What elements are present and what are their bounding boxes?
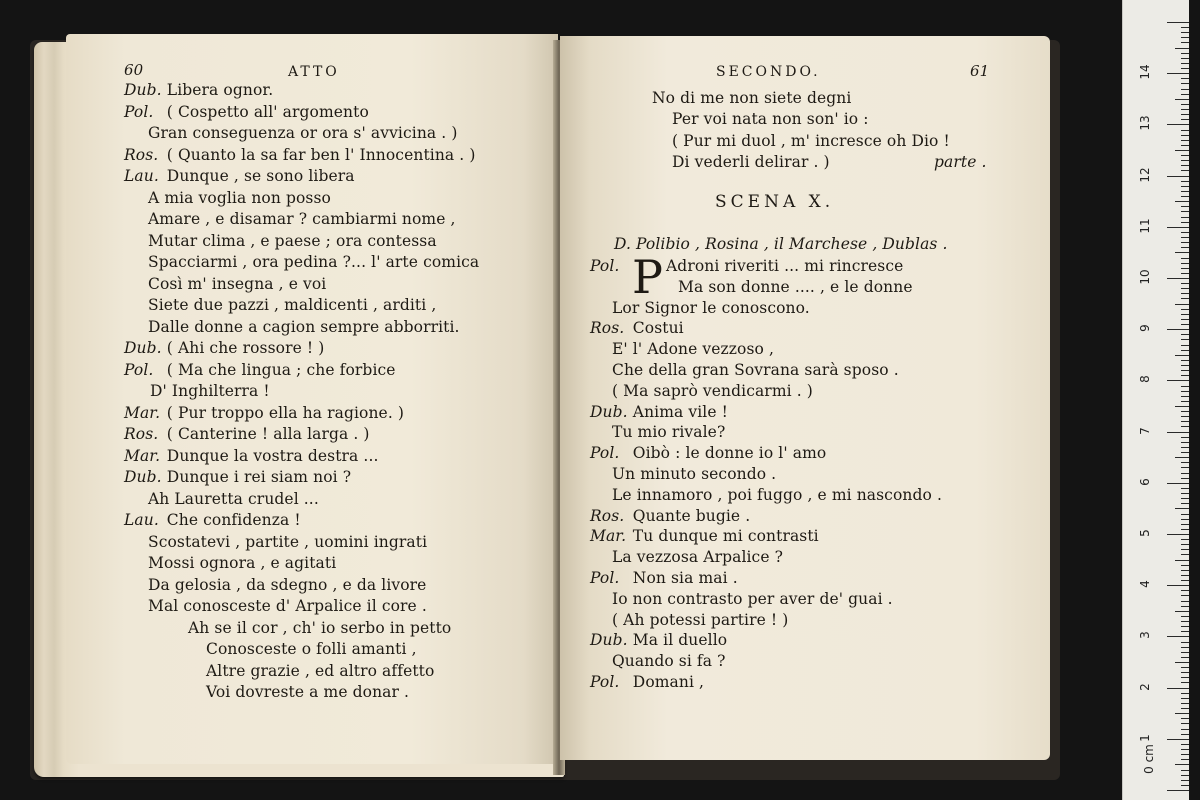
ruler-number: 11 xyxy=(1138,218,1152,234)
ruler-tick xyxy=(1181,345,1189,346)
ruler-tick xyxy=(1167,636,1189,637)
ruler-number: 12 xyxy=(1138,166,1152,183)
ruler-tick xyxy=(1181,437,1189,438)
ruler-tick xyxy=(1181,570,1189,571)
page-number-left: 60 xyxy=(124,61,144,79)
ruler-number: 2 xyxy=(1138,682,1152,691)
ruler-tick xyxy=(1181,524,1189,525)
dialogue-line: E' l' Adone vezzoso , xyxy=(612,340,775,359)
dialogue-line: Io non contrasto per aver de' guai . xyxy=(612,589,893,608)
ruler-tick xyxy=(1175,611,1189,612)
ruler-tick xyxy=(1167,739,1189,740)
ruler-tick xyxy=(1181,104,1189,105)
ruler-tick xyxy=(1181,729,1189,730)
speaker-label: Lau. xyxy=(124,167,159,185)
dialogue-line: Ah se il cor , ch' io serbo in petto xyxy=(188,618,452,637)
speaker-label: Pol. xyxy=(590,673,620,691)
ruler-tick xyxy=(1181,744,1189,745)
ruler-tick xyxy=(1181,263,1189,264)
ruler-tick xyxy=(1181,237,1189,238)
ruler-tick xyxy=(1181,416,1189,417)
ruler-tick xyxy=(1181,32,1189,33)
dialogue-line: Spacciarmi , ora pedina ?... l' arte comica xyxy=(148,253,480,271)
ruler-tick xyxy=(1181,130,1189,131)
ruler-tick xyxy=(1181,667,1189,668)
ruler-tick xyxy=(1181,780,1189,781)
ruler-tick xyxy=(1181,181,1189,182)
ruler-tick xyxy=(1175,713,1189,714)
ruler-tick xyxy=(1181,580,1189,581)
ruler-tick xyxy=(1181,575,1189,576)
ruler-tick xyxy=(1181,759,1189,760)
dialogue-line: Lor Signor le conoscono. xyxy=(612,298,810,317)
verse-line: Per voi nata non son' io : xyxy=(672,110,869,128)
verse-line: No di me non siete degni xyxy=(652,89,852,107)
ruler-number: 13 xyxy=(1138,115,1152,132)
ruler-tick xyxy=(1181,703,1189,704)
ruler-tick xyxy=(1181,206,1189,207)
ruler-number: 6 xyxy=(1138,477,1152,486)
ruler-tick xyxy=(1181,242,1189,243)
dialogue-line: Mutar clima , e paese ; ora contessa xyxy=(148,231,437,250)
ruler-tick xyxy=(1181,488,1189,489)
scene-title: SCENA X. xyxy=(715,192,835,212)
ruler-tick xyxy=(1167,329,1189,330)
ruler-tick xyxy=(1181,42,1189,43)
ruler-tick xyxy=(1181,601,1189,602)
ruler-tick xyxy=(1175,406,1189,407)
ruler-tick xyxy=(1181,682,1189,683)
ruler-tick xyxy=(1181,114,1189,115)
ruler-tick xyxy=(1181,462,1189,463)
speaker-label: Mar. xyxy=(124,446,161,465)
dialogue-line: Amare , e disamar ? cambiarmi nome , xyxy=(148,210,456,228)
ruler-tick xyxy=(1181,554,1189,555)
dialogue-line: Dunque la vostra destra ... xyxy=(166,446,379,465)
dialogue-line: ( Ah potessi partire ! ) xyxy=(612,610,789,629)
ruler-tick xyxy=(1167,790,1189,791)
ruler-number: 10 xyxy=(1138,269,1152,285)
ruler-tick xyxy=(1181,411,1189,412)
ruler-tick xyxy=(1181,314,1189,315)
dialogue-line: Mal conosceste d' Arpalice il core . xyxy=(148,597,427,615)
ruler-tick xyxy=(1181,365,1189,366)
ruler-tick xyxy=(1175,662,1189,663)
dialogue-line: Anima vile ! xyxy=(632,402,728,421)
ruler-tick xyxy=(1181,544,1189,545)
ruler-tick xyxy=(1181,396,1189,397)
ruler-tick xyxy=(1181,298,1189,299)
ruler-tick xyxy=(1181,186,1189,187)
dialogue-line: Un minuto secondo . xyxy=(612,465,777,483)
ruler-tick xyxy=(1181,626,1189,627)
ruler-number: 8 xyxy=(1138,375,1152,384)
ruler-tick xyxy=(1181,222,1189,223)
dialogue-line: ( Ma che lingua ; che forbice xyxy=(166,360,396,379)
dialogue-line: ( Ma saprò vendicarmi . ) xyxy=(612,381,813,400)
ruler-tick xyxy=(1181,232,1189,233)
ruler-tick xyxy=(1181,503,1189,504)
ruler-tick xyxy=(1181,211,1189,212)
dialogue-line: ( Quanto la sa far ben l' Innocentina . ) xyxy=(166,145,476,164)
ruler-tick xyxy=(1175,48,1189,49)
dialogue-line: Dunque , se sono libera xyxy=(166,167,355,185)
ruler-tick xyxy=(1181,350,1189,351)
dialogue-line: Non sia mai . xyxy=(632,569,738,587)
ruler-tick xyxy=(1181,360,1189,361)
ruler-tick xyxy=(1181,109,1189,110)
dialogue-line: ( Canterine ! alla larga . ) xyxy=(166,425,370,443)
dialogue-line: Ma son donne .... , e le donne xyxy=(678,277,913,296)
speaker-label: Dub. xyxy=(590,631,628,650)
speaker-label: Dub. xyxy=(124,339,162,357)
ruler-tick xyxy=(1181,473,1189,474)
speaker-label: Pol. xyxy=(590,444,620,463)
ruler-number: 1 xyxy=(1138,733,1152,742)
ruler-tick xyxy=(1181,375,1189,376)
ruler-tick xyxy=(1167,688,1189,689)
ruler-tick xyxy=(1181,94,1189,95)
page-number-right: 61 xyxy=(970,62,990,80)
ruler-number: 14 xyxy=(1138,64,1152,80)
ruler-tick xyxy=(1181,452,1189,453)
ruler-tick xyxy=(1181,693,1189,694)
ruler-number: 3 xyxy=(1138,631,1152,640)
ruler-tick xyxy=(1181,754,1189,755)
ruler-tick xyxy=(1181,196,1189,197)
ruler-tick xyxy=(1181,309,1189,310)
dialogue-line: Altre grazie , ed altro affetto xyxy=(206,661,435,680)
ruler-tick xyxy=(1181,498,1189,499)
speaker-label: Pol. xyxy=(590,257,620,275)
ruler-tick xyxy=(1181,539,1189,540)
ruler-tick xyxy=(1181,467,1189,468)
ruler-tick xyxy=(1181,698,1189,699)
speaker-label: Pol. xyxy=(124,360,154,379)
ruler-tick xyxy=(1181,672,1189,673)
ruler-tick xyxy=(1181,718,1189,719)
ruler-tick xyxy=(1181,447,1189,448)
running-head-left: ATTO xyxy=(288,64,340,80)
ruler-tick xyxy=(1181,595,1189,596)
ruler-tick xyxy=(1181,83,1189,84)
ruler-tick xyxy=(1181,785,1189,786)
ruler-tick xyxy=(1181,140,1189,141)
ruler-tick xyxy=(1181,319,1189,320)
speaker-label: Mar. xyxy=(124,403,161,422)
ruler-tick xyxy=(1181,288,1189,289)
ruler-tick xyxy=(1181,119,1189,120)
ruler-tick xyxy=(1181,647,1189,648)
ruler-tick xyxy=(1181,421,1189,422)
ruler-tick xyxy=(1181,165,1189,166)
dialogue-line: Ah Lauretta crudel ... xyxy=(148,489,319,508)
dialogue-line: Ma il duello xyxy=(632,631,728,650)
ruler-number: 5 xyxy=(1138,529,1152,537)
ruler-tick xyxy=(1181,78,1189,79)
dialogue-line: Da gelosia , da sdegno , e da livore xyxy=(148,575,427,594)
ruler-tick xyxy=(1181,642,1189,643)
dialogue-line: Conosceste o folli amanti , xyxy=(206,640,417,658)
ruler-tick xyxy=(1181,324,1189,325)
ruler-tick xyxy=(1181,677,1189,678)
dialogue-line: Oibò : le donne io l' amo xyxy=(632,444,827,463)
dialogue-line: Così m' insegna , e voi xyxy=(148,274,327,293)
ruler-tick xyxy=(1181,426,1189,427)
dialogue-line: D' Inghilterra ! xyxy=(150,382,270,400)
ruler-tick xyxy=(1175,508,1189,509)
ruler-tick xyxy=(1175,252,1189,253)
ruler-tick xyxy=(1167,124,1189,125)
ruler-tick xyxy=(1181,27,1189,28)
ruler-tick xyxy=(1167,483,1189,484)
ruler-tick xyxy=(1181,53,1189,54)
ruler-tick xyxy=(1181,37,1189,38)
dialogue-line: Che della gran Sovrana sarà sposo . xyxy=(612,361,899,379)
ruler-tick xyxy=(1181,565,1189,566)
dialogue-line: Siete due pazzi , maldicenti , arditi , xyxy=(148,296,437,314)
ruler-tick xyxy=(1181,734,1189,735)
ruler-tick xyxy=(1181,775,1189,776)
speaker-label: Pol. xyxy=(590,569,620,587)
ruler-tick xyxy=(1167,432,1189,433)
ruler-tick xyxy=(1181,293,1189,294)
speaker-label: Dub. xyxy=(124,468,162,486)
ruler-tick xyxy=(1167,227,1189,228)
ruler-tick xyxy=(1181,386,1189,387)
ruler-tick xyxy=(1175,304,1189,305)
dialogue-line: Libera ognor. xyxy=(166,81,274,99)
ruler-tick xyxy=(1175,560,1189,561)
ruler-tick xyxy=(1181,145,1189,146)
dialogue-line: La vezzosa Arpalice ? xyxy=(612,548,784,567)
speaker-label: Mar. xyxy=(590,527,627,546)
dialogue-line: Dalle donne a cagion sempre abborriti. xyxy=(148,317,460,336)
ruler-tick xyxy=(1181,749,1189,750)
dialogue-line: ( Cospetto all' argomento xyxy=(166,102,369,121)
character-list: D. Polibio , Rosina , il Marchese , Dublas . xyxy=(614,235,948,253)
ruler-tick xyxy=(1181,606,1189,607)
running-head-right: SECONDO. xyxy=(716,64,821,80)
ruler-tick xyxy=(1181,68,1189,69)
ruler-tick xyxy=(1175,355,1189,356)
ruler-tick xyxy=(1181,708,1189,709)
ruler-tick xyxy=(1175,150,1189,151)
ruler-number: 7 xyxy=(1138,426,1152,435)
ruler-tick xyxy=(1181,63,1189,64)
speaker-label: Ros. xyxy=(124,425,159,443)
ruler-tick xyxy=(1181,652,1189,653)
ruler-tick xyxy=(1167,534,1189,535)
speaker-label: Lau. xyxy=(124,511,159,529)
dialogue-line: Le innamoro , poi fuggo , e mi nascondo . xyxy=(612,485,942,504)
ruler-tick xyxy=(1181,621,1189,622)
dialogue-line: ( Ahi che rossore ! ) xyxy=(166,339,325,357)
ruler-tick xyxy=(1181,478,1189,479)
speaker-label: Pol. xyxy=(124,102,154,121)
ruler-tick xyxy=(1181,339,1189,340)
ruler-tick xyxy=(1167,278,1189,279)
verse-line: Di vederli delirar . ) xyxy=(672,153,830,171)
ruler-tick xyxy=(1181,657,1189,658)
speaker-label: Ros. xyxy=(124,145,159,164)
ruler-tick xyxy=(1181,631,1189,632)
ruler-tick xyxy=(1181,155,1189,156)
dialogue-line: Gran conseguenza or ora s' avvicina . ) xyxy=(148,124,458,142)
ruler-tick xyxy=(1181,549,1189,550)
ruler-tick xyxy=(1175,457,1189,458)
ruler-tick xyxy=(1167,585,1189,586)
dialogue-line: Costui xyxy=(632,319,684,338)
ruler-tick xyxy=(1181,217,1189,218)
speaker-label: Dub. xyxy=(124,81,162,99)
ruler-tick xyxy=(1181,401,1189,402)
dialogue-line: A mia voglia non posso xyxy=(148,188,331,207)
ruler-tick xyxy=(1175,201,1189,202)
ruler-tick xyxy=(1181,370,1189,371)
ruler-tick xyxy=(1181,283,1189,284)
stage-direction: parte . xyxy=(934,153,987,171)
ruler-tick xyxy=(1181,135,1189,136)
ruler-tick xyxy=(1181,723,1189,724)
ruler-tick xyxy=(1181,58,1189,59)
dialogue-line: Mossi ognora , e agitati xyxy=(148,554,337,572)
ruler-tick xyxy=(1181,590,1189,591)
ruler-number: 9 xyxy=(1138,324,1152,333)
speaker-label: Ros. xyxy=(590,319,625,338)
ruler-tick xyxy=(1181,191,1189,192)
ruler-tick xyxy=(1181,391,1189,392)
ruler-tick xyxy=(1167,73,1189,74)
ruler-number: 4 xyxy=(1138,580,1152,589)
dialogue-line: Dunque i rei siam noi ? xyxy=(166,468,352,486)
ruler-tick xyxy=(1181,616,1189,617)
dialogue-line: ( Pur troppo ella ha ragione. ) xyxy=(166,403,405,422)
ruler-tick xyxy=(1181,519,1189,520)
speaker-label: Dub. xyxy=(590,402,628,421)
ruler-tick xyxy=(1181,529,1189,530)
ruler-tick xyxy=(1175,764,1189,765)
dialogue-line: Voi dovreste a me donar . xyxy=(206,683,410,701)
ruler-unit-label: 0 cm xyxy=(1142,744,1156,774)
ruler-tick xyxy=(1181,770,1189,771)
ruler-tick xyxy=(1181,268,1189,269)
ruler-tick xyxy=(1167,22,1189,23)
measuring-ruler xyxy=(1122,0,1189,800)
dialogue-line: Adroni riveriti ... mi rincresce xyxy=(666,257,904,275)
ruler-tick xyxy=(1181,334,1189,335)
right-page xyxy=(560,36,1050,760)
ruler-tick xyxy=(1181,442,1189,443)
ruler-tick xyxy=(1181,493,1189,494)
verse-line: ( Pur mi duol , m' incresce oh Dio ! xyxy=(672,132,950,150)
ruler-tick xyxy=(1181,160,1189,161)
dialogue-line: Scostatevi , partite , uomini ingrati xyxy=(148,532,428,551)
ruler-tick xyxy=(1167,380,1189,381)
dialogue-line: Tu mio rivale? xyxy=(612,423,726,442)
dialogue-line: Quando si fa ? xyxy=(612,652,726,671)
ruler-tick xyxy=(1175,99,1189,100)
ruler-tick xyxy=(1181,89,1189,90)
dialogue-line: Che confidenza ! xyxy=(166,511,301,529)
drop-cap: P xyxy=(632,250,663,304)
dialogue-line: Tu dunque mi contrasti xyxy=(632,527,819,546)
speaker-label: Ros. xyxy=(590,506,625,525)
dialogue-line: Domani , xyxy=(632,673,705,691)
ruler-tick xyxy=(1181,514,1189,515)
ruler-tick xyxy=(1181,273,1189,274)
dialogue-line: Quante bugie . xyxy=(632,506,751,525)
ruler-tick xyxy=(1181,247,1189,248)
ruler-tick xyxy=(1181,170,1189,171)
left-page xyxy=(66,34,558,764)
ruler-tick xyxy=(1181,258,1189,259)
ruler-tick xyxy=(1167,176,1189,177)
